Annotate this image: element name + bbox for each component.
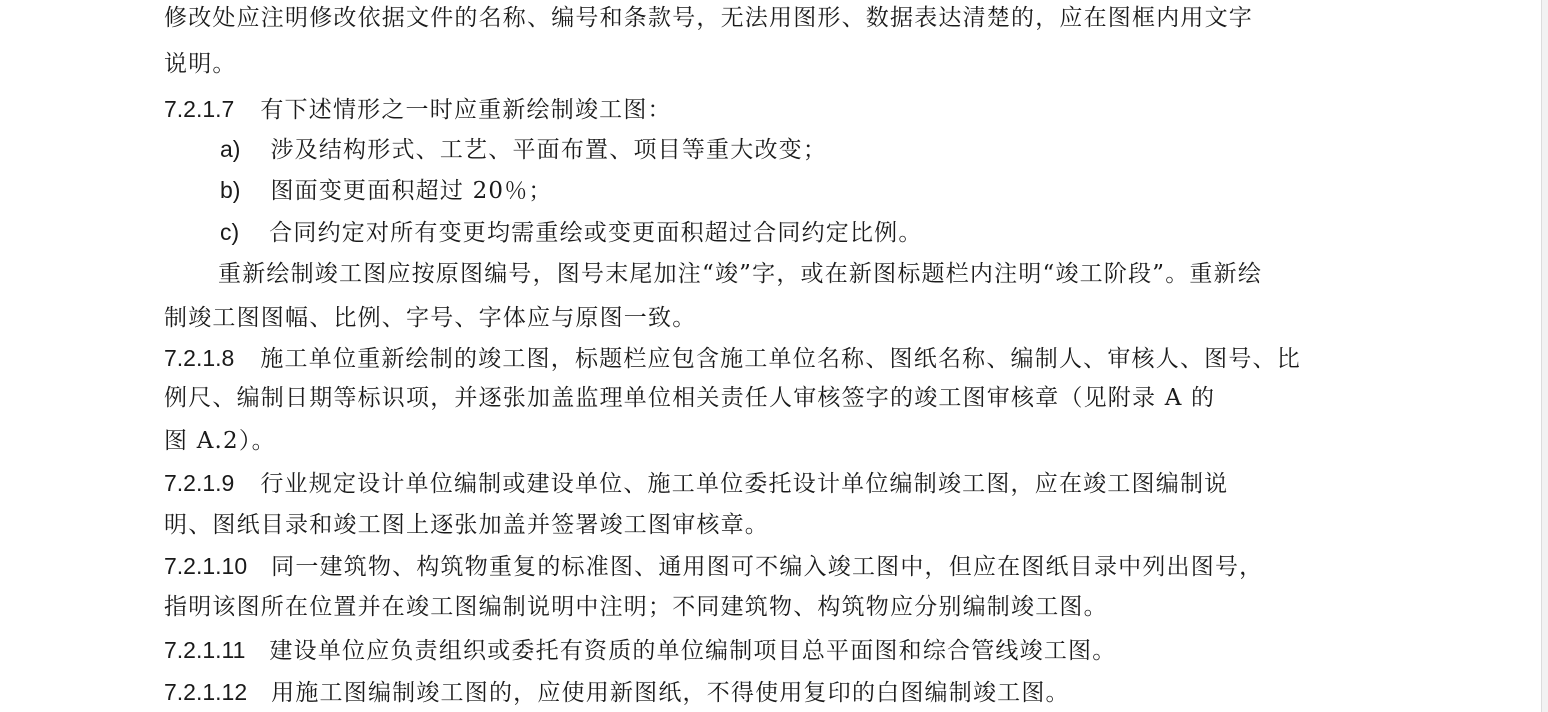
- clause-7-2-1-12: [164, 677, 1070, 707]
- list-item-c: [220, 217, 923, 247]
- clause-7-2-1-7: [164, 94, 672, 124]
- list-marker: b): [220, 177, 241, 203]
- paragraph-line: [164, 426, 276, 456]
- clause-number: 7.2.1.12: [164, 679, 248, 705]
- list-item-a: [220, 134, 827, 164]
- list-item-text: 涉及结构形式、工艺、平面布置、项目等重大改变；: [270, 137, 828, 163]
- list-item-text: 合同约定对所有变更均需重绘或变更面积超过合同约定比例。: [269, 220, 923, 246]
- list-item-b: [220, 175, 553, 205]
- paragraph-line: [164, 383, 1215, 413]
- paragraph-text: 修改处应注明修改依据文件的名称、编号和条款号，无法用图形、数据表达清楚的，应在图框内用文字: [164, 5, 1253, 31]
- paragraph-text: 制竣工图图幅、比例、字号、字体应与原图一致。: [164, 305, 697, 331]
- clause-number: 7.2.1.8: [164, 345, 235, 371]
- paragraph-line: [164, 510, 769, 540]
- clause-text: 用施工图编制竣工图的，应使用新图纸，不得使用复印的白图编制竣工图。: [271, 680, 1070, 706]
- paragraph-line: [164, 592, 1108, 622]
- clause-number: 7.2.1.11: [164, 637, 246, 663]
- paragraph-text: 重新绘制竣工图应按原图编号，图号末尾加注“竣”字，或在新图标题栏内注明“竣工阶段”。重新绘: [218, 261, 1263, 287]
- paragraph-text: 说明。: [164, 51, 237, 77]
- clause-7-2-1-9: [164, 468, 1228, 498]
- paragraph-line: [164, 49, 237, 79]
- paragraph-line: [164, 3, 1253, 33]
- clause-7-2-1-10: [164, 551, 1263, 581]
- clause-text: 建设单位应负责组织或委托有资质的单位编制项目总平面图和综合管线竣工图。: [269, 638, 1117, 664]
- paragraph-text: 图 A.2）。: [164, 428, 276, 454]
- clause-number: 7.2.1.10: [164, 553, 248, 579]
- paragraph-text: 指明该图所在位置并在竣工图编制说明中注明；不同建筑物、构筑物应分别编制竣工图。: [164, 594, 1108, 620]
- paragraph-text: 例尺、编制日期等标识项，并逐张加盖监理单位相关责任人审核签字的竣工图审核章（见附录 A 的: [164, 385, 1216, 411]
- list-marker: c): [220, 219, 240, 245]
- clause-text: 施工单位重新绘制的竣工图，标题栏应包含施工单位名称、图纸名称、编制人、审核人、图号、比: [260, 346, 1301, 372]
- vertical-scrollbar[interactable]: [1541, 0, 1548, 712]
- clause-7-2-1-8: [164, 343, 1301, 373]
- clause-text: 行业规定设计单位编制或建设单位、施工单位委托设计单位编制竣工图，应在竣工图编制说: [260, 471, 1229, 497]
- list-item-text: 图面变更面积超过 20％；: [270, 178, 553, 204]
- clause-number: 7.2.1.9: [164, 470, 235, 496]
- paragraph-line: [218, 259, 1262, 289]
- paragraph-line: [164, 303, 696, 333]
- clause-7-2-1-11: [164, 635, 1116, 665]
- list-marker: a): [220, 136, 241, 162]
- paragraph-text: 明、图纸目录和竣工图上逐张加盖并签署竣工图审核章。: [164, 512, 769, 538]
- clause-text: 同一建筑物、构筑物重复的标准图、通用图可不编入竣工图中，但应在图纸目录中列出图号，: [271, 554, 1264, 580]
- clause-number: 7.2.1.7: [164, 96, 235, 122]
- clause-text: 有下述情形之一时应重新绘制竣工图：: [260, 97, 672, 123]
